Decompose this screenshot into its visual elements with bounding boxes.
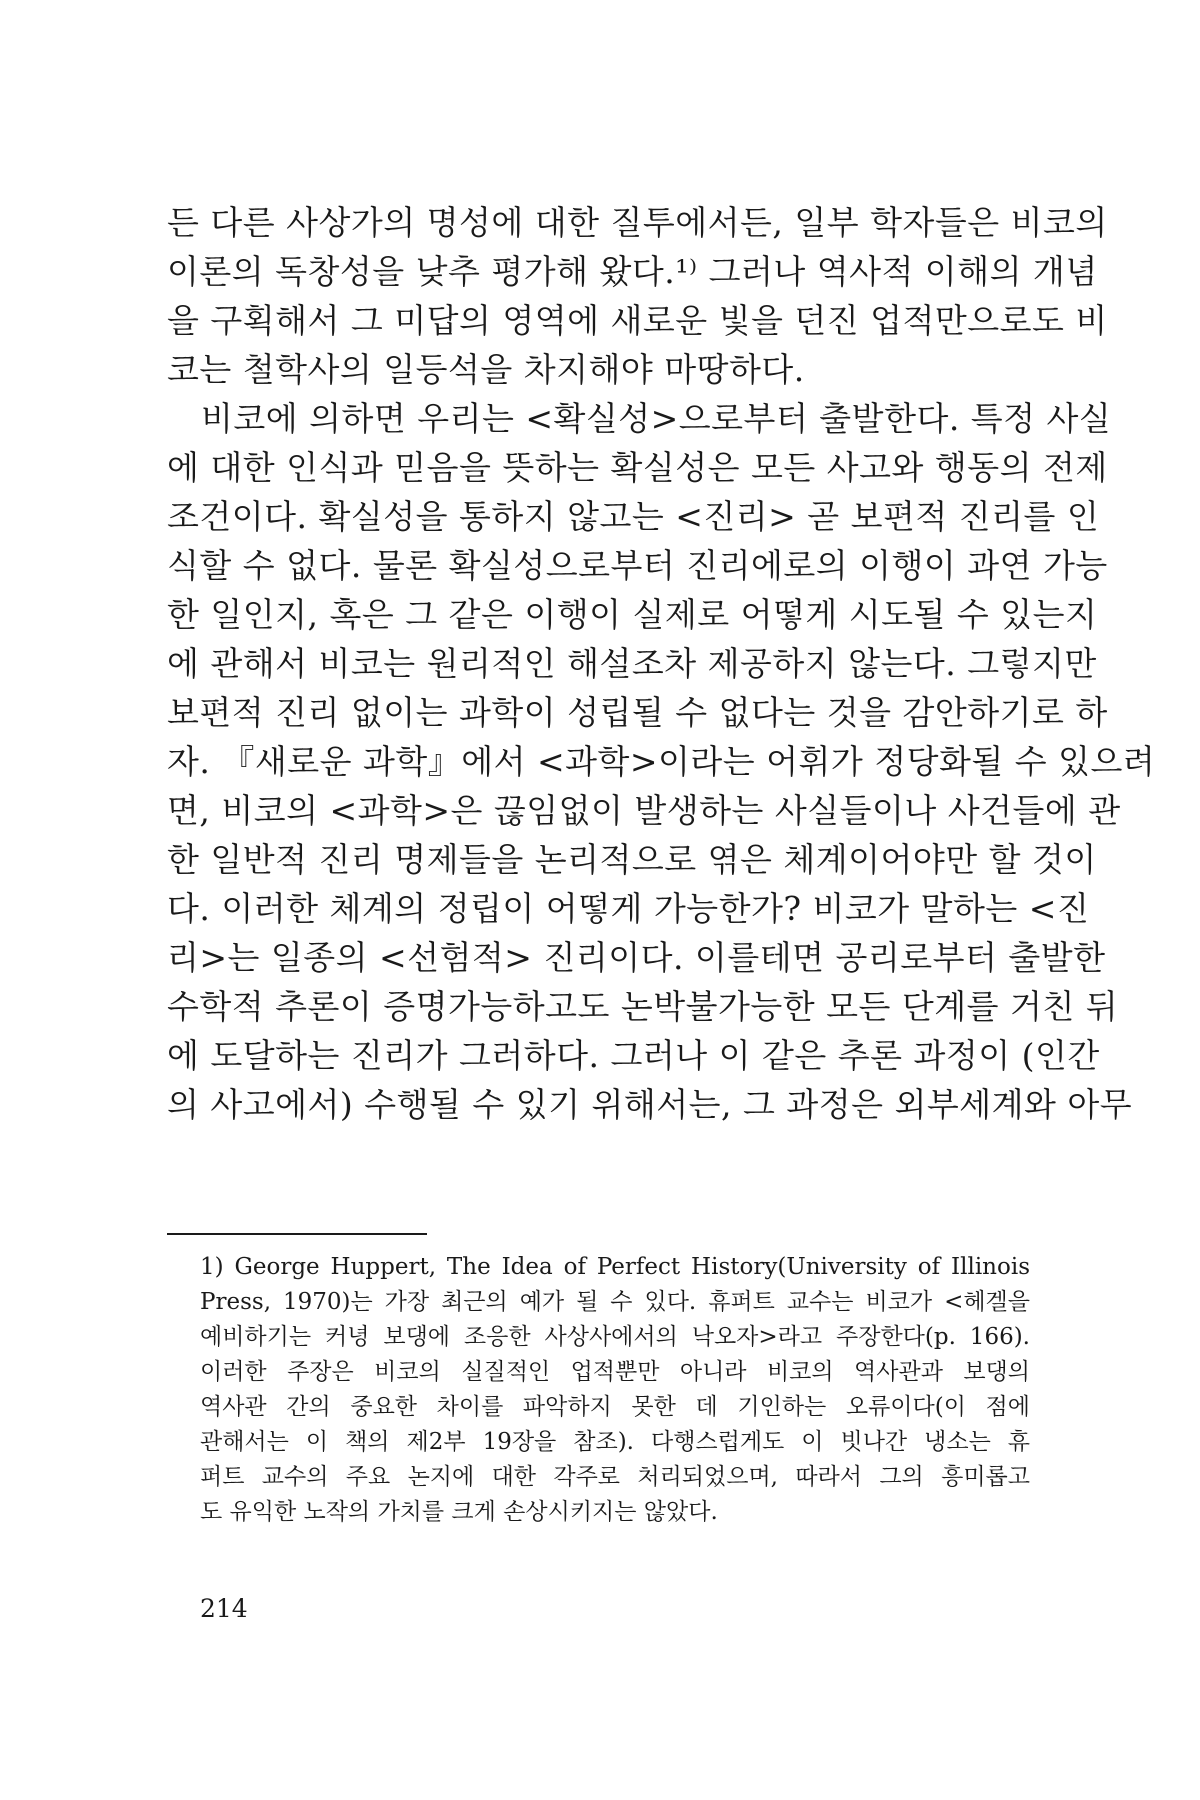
text-line: 을 구획해서 그 미답의 영역에 새로운 빛을 던진 업적만으로도 비 [167,301,1108,340]
text-line: 자. 『새로운 과학』에서 <과학>이라는 어휘가 정당화될 수 있으려 [167,742,1156,781]
text-line: 다. 이러한 체계의 정립이 어떻게 가능한가? 비코가 말하는 <진 [167,889,1090,928]
text-line: 한 일인지, 혹은 그 같은 이행이 실제로 어떻게 시도될 수 있는지 [167,595,1098,634]
footnote-line: 1) George Huppert, The Idea of Perfect History(University of Illinois [200,1254,1030,1280]
footnote-divider [167,1233,427,1235]
text-line: 식할 수 없다. 물론 확실성으로부터 진리에로의 이행이 과연 가능 [167,546,1108,585]
text-line: 보편적 진리 없이는 과학이 성립될 수 없다는 것을 감안하기로 하 [167,693,1108,732]
text-line: 에 관해서 비코는 원리적인 해설조차 제공하지 않는다. 그렇지만 [167,644,1097,683]
text-line: 한 일반적 진리 명제들을 논리적으로 엮은 체계이어야만 할 것이 [167,840,1097,879]
text-line: 이론의 독창성을 낮추 평가해 왔다.¹⁾ 그러나 역사적 이해의 개념 [167,252,1098,291]
page-number: 214 [200,1594,248,1623]
text-line: 든 다른 사상가의 명성에 대한 질투에서든, 일부 학자들은 비코의 [167,203,1108,242]
text-line: 의 사고에서) 수행될 수 있기 위해서는, 그 과정은 외부세계와 아무 [167,1085,1133,1124]
footnote-line: 역사관 간의 중요한 차이를 파악하지 못한 데 기인하는 오류이다(이 점에 [200,1394,1030,1420]
text-line: 조건이다. 확실성을 통하지 않고는 <진리> 곧 보편적 진리를 인 [167,497,1100,536]
text-line: 에 대한 인식과 믿음을 뜻하는 확실성은 모든 사고와 행동의 전제 [167,448,1108,487]
footnote-line: 퍼트 교수의 주요 논지에 대한 각주로 처리되었으며, 따라서 그의 흥미롭고 [200,1464,1030,1490]
footnote-line: 이러한 주장은 비코의 실질적인 업적뿐만 아니라 비코의 역사관과 보댕의 [200,1359,1030,1385]
text-line: 에 도달하는 진리가 그러하다. 그러나 이 같은 추론 과정이 (인간 [167,1036,1100,1075]
footnote [200,1250,1030,1530]
text-line: 면, 비코의 <과학>은 끊임없이 발생하는 사실들이나 사건들에 관 [167,791,1121,830]
footnote-line: 관해서는 이 책의 제2부 19장을 참조). 다행스럽게도 이 빗나간 냉소는 휴 [200,1429,1030,1455]
text-line: 수학적 추론이 증명가능하고도 논박불가능한 모든 단계를 거친 뒤 [167,987,1119,1026]
text-line: 리>는 일종의 <선험적> 진리이다. 이를테면 공리로부터 출발한 [167,938,1106,977]
footnote-line: Press, 1970)는 가장 최근의 예가 될 수 있다. 휴퍼트 교수는 비코가 <헤겔을 [200,1289,1030,1315]
main-text [167,198,1156,1129]
text-line: 비코에 의하면 우리는 <확실성>으로부터 출발한다. 특정 사실 [201,399,1112,438]
footnote-line: 도 유익한 노작의 가치를 크게 손상시키지는 않았다. [200,1499,718,1525]
footnote-line: 예비하기는 커녕 보댕에 조응한 사상사에서의 낙오자>라고 주장한다(p. 166). [200,1324,1030,1350]
text-line: 코는 철학사의 일등석을 차지해야 마땅하다. [167,350,805,389]
